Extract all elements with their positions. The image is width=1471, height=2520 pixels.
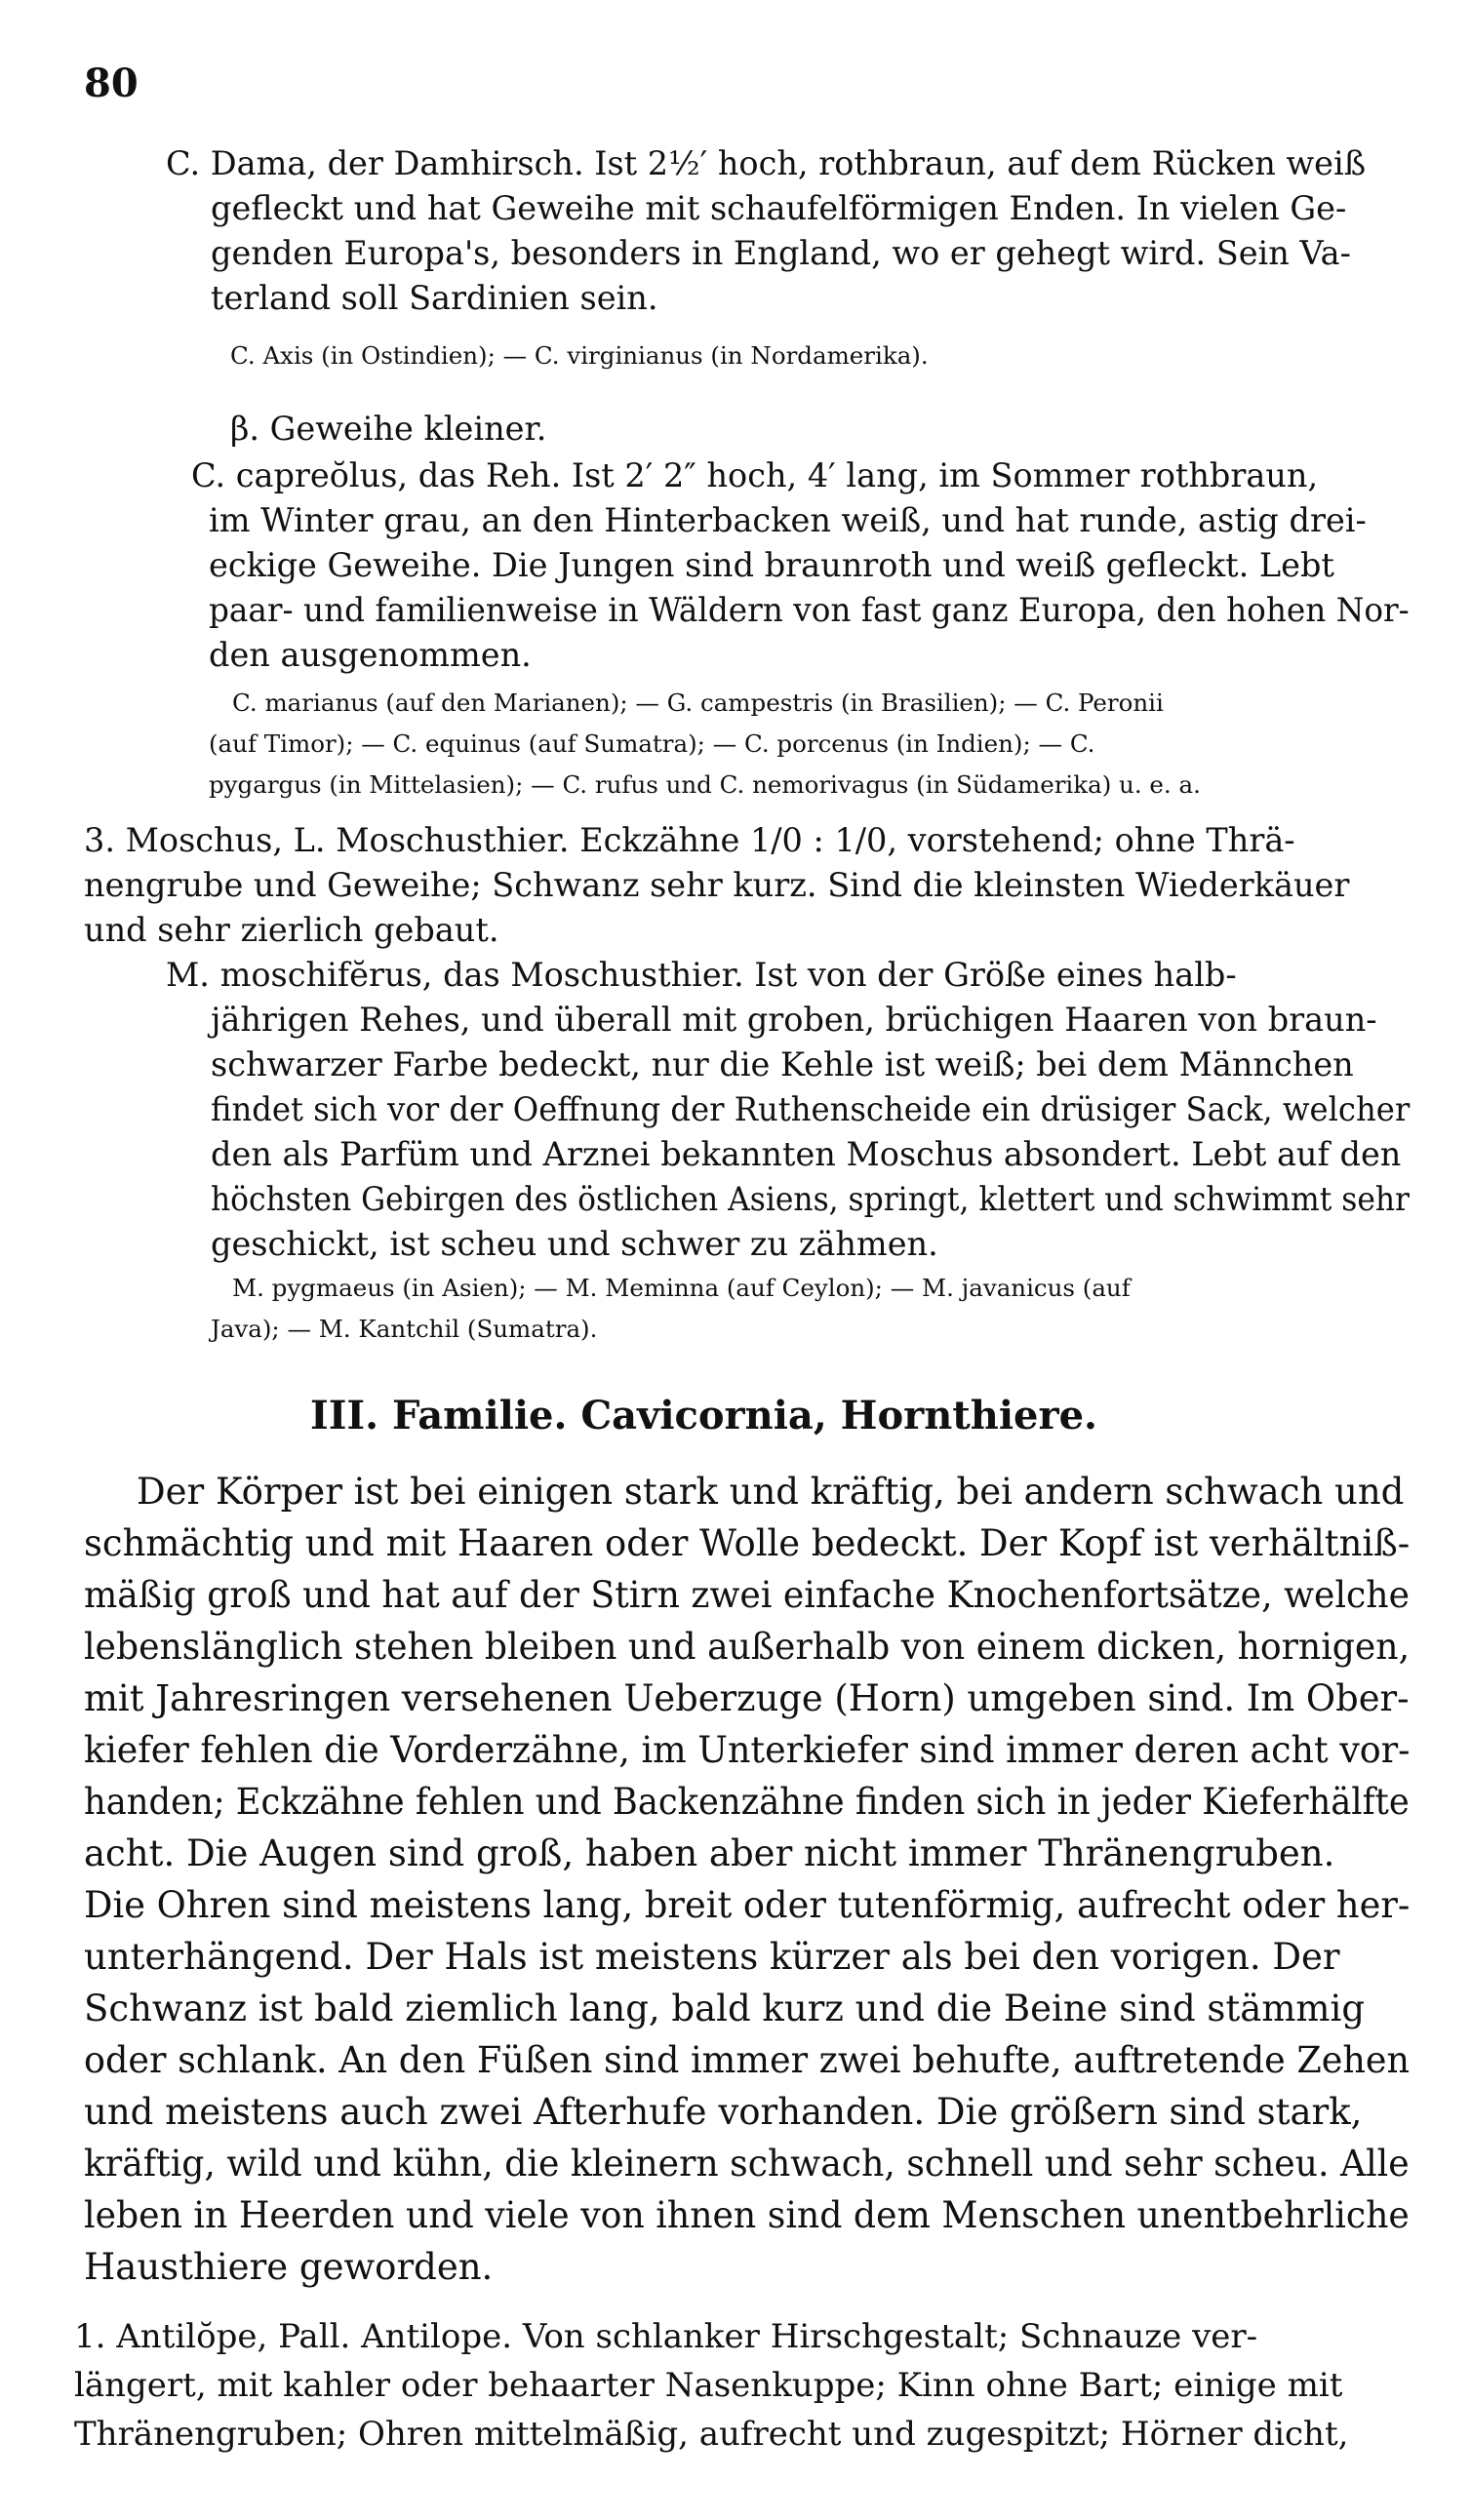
note-line: pygargus (in Mittelasien); — C. rufus und C. nemorivagus (in Südamerika) u. e. a. (209, 770, 1201, 799)
text-line: schwarzer Farbe bedeckt, nur die Kehle ist weiß; bei dem Männchen (211, 1045, 1354, 1083)
text-line: mäßig groß und hat auf der Stirn zwei einfache Knochenfortsätze, welche (84, 1574, 1411, 1616)
text-line: genden Europa's, besonders in England, wo er gehegt wird. Sein Va- (211, 234, 1351, 272)
family-heading: III. Familie. Cavicornia, Hornthiere. (310, 1393, 1097, 1438)
text-line: kiefer fehlen die Vorderzähne, im Unterkiefer sind immer deren acht vor- (84, 1729, 1411, 1771)
text-line: C. Dama, der Damhirsch. Ist 2½′ hoch, rothbraun, auf dem Rücken weiß (166, 144, 1367, 182)
text-line: jährigen Rehes, und überall mit groben, brüchigen Haaren von braun- (211, 1001, 1377, 1039)
text-line: Die Ohren sind meistens lang, breit oder tutenförmig, aufrecht oder her- (84, 1884, 1411, 1926)
note-line: C. marianus (auf den Marianen); — G. campestris (in Brasilien); — C. Peronii (232, 689, 1164, 717)
text-line: Hausthiere geworden. (84, 2246, 494, 2288)
text-line: und meistens auch zwei Afterhufe vorhanden. Die größern sind stark, (84, 2091, 1363, 2133)
text-line: lebenslänglich stehen bleiben und außerhalb von einem dicken, hornigen, (84, 1626, 1411, 1668)
species-note: C. Axis (in Ostindien); — C. virginianus (in Nordamerika). (230, 341, 929, 370)
text-line: gefleckt und hat Geweihe mit schaufelförmigen Enden. In vielen Ge- (211, 189, 1347, 227)
text-line: höchsten Gebirgen des östlichen Asiens, springt, klettert und schwimmt sehr (211, 1180, 1411, 1218)
text-line: im Winter grau, an den Hinterbacken weiß, und hat runde, astig drei- (209, 501, 1367, 539)
page-number: 80 (84, 60, 139, 106)
text-line: paar- und familienweise in Wäldern von fast ganz Europa, den hohen Nor- (209, 591, 1410, 629)
text-line: terland soll Sardinien sein. (211, 279, 658, 317)
text-line: mit Jahresringen versehenen Ueberzuge (Horn) umgeben sind. Im Ober- (84, 1677, 1410, 1719)
text-line: oder schlank. An den Füßen sind immer zwei behufte, auftretende Zehen (84, 2039, 1411, 2081)
text-line: acht. Die Augen sind groß, haben aber nicht immer Thränengruben. (84, 1832, 1335, 1874)
text-line: unterhängend. Der Hals ist meistens kürzer als bei den vorigen. Der (84, 1936, 1340, 1978)
text-line: geschickt, ist scheu und schwer zu zähmen. (211, 1225, 938, 1263)
text-line: eckige Geweihe. Die Jungen sind braunroth und weiß gefleckt. Lebt (209, 546, 1334, 584)
text-line: Schwanz ist bald ziemlich lang, bald kurz und die Beine sind stämmig (84, 1988, 1366, 2029)
note-line: M. pygmaeus (in Asien); — M. Meminna (auf Ceylon); — M. javanicus (auf (232, 1274, 1131, 1302)
subgroup-heading: β. Geweihe kleiner. (230, 410, 547, 448)
text-line: leben in Heerden und viele von ihnen sind dem Menschen unentbehrliche (84, 2194, 1410, 2236)
note-line: Java); — M. Kantchil (Sumatra). (211, 1315, 598, 1343)
text-line: 1. Antilŏpe, Pall. Antilope. Von schlanker Hirschgestalt; Schnauze ver- (74, 2317, 1258, 2356)
note-line: (auf Timor); — C. equinus (auf Sumatra); — C. porcenus (in Indien); — C. (209, 729, 1095, 758)
text-line: Thränengruben; Ohren mittelmäßig, aufrecht und zugespitzt; Hörner dicht, (74, 2415, 1349, 2454)
text-line: und sehr zierlich gebaut. (84, 911, 499, 949)
text-line: C. capreŏlus, das Reh. Ist 2′ 2″ hoch, 4′ lang, im Sommer rothbraun, (191, 456, 1319, 494)
text-line: den als Parfüm und Arznei bekannten Moschus absondert. Lebt auf den (211, 1135, 1402, 1173)
text-line: M. moschifĕrus, das Moschusthier. Ist von der Größe eines halb- (166, 956, 1237, 994)
text-line: den ausgenommen. (209, 636, 532, 674)
text-line: Der Körper ist bei einigen stark und kräftig, bei andern schwach und (137, 1471, 1405, 1513)
text-line: nengrube und Geweihe; Schwanz sehr kurz. Sind die kleinsten Wiederkäuer (84, 866, 1350, 904)
text-line: kräftig, wild und kühn, die kleinern schwach, schnell und sehr scheu. Alle (84, 2143, 1410, 2185)
text-line: handen; Eckzähne fehlen und Backenzähne finden sich in jeder Kieferhälfte (84, 1781, 1410, 1823)
text-line: 3. Moschus, L. Moschusthier. Eckzähne 1/0 : 1/0, vorstehend; ohne Thrä- (84, 821, 1295, 859)
text-line: schmächtig und mit Haaren oder Wolle bedeckt. Der Kopf ist verhältniß- (84, 1522, 1411, 1564)
text-line: findet sich vor der Oeffnung der Ruthenscheide ein drüsiger Sack, welcher (211, 1090, 1411, 1128)
text-line: längert, mit kahler oder behaarter Nasenkuppe; Kinn ohne Bart; einige mit (74, 2366, 1343, 2405)
